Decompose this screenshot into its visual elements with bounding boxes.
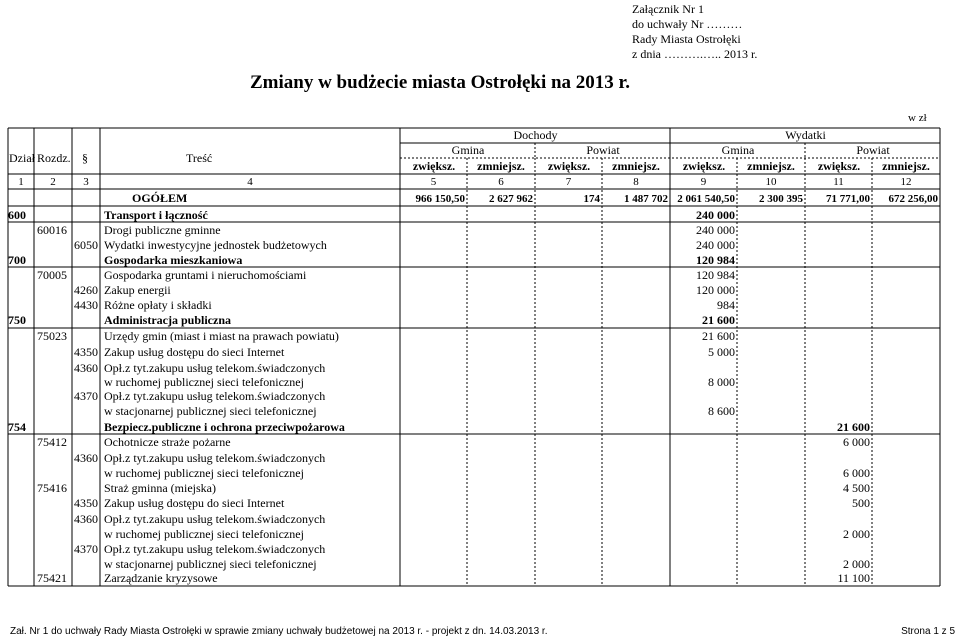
table-row-text: Zakup usług dostępu do sieci Internet (104, 345, 285, 359)
table-row-value: 5 000 (708, 345, 735, 359)
col-number: 11 (833, 176, 844, 188)
council-name: Rady Miasta Ostrołęki (632, 32, 741, 46)
table-row-value: 6 000 (843, 435, 870, 449)
table-row-text: Zakup energii (104, 283, 171, 297)
col-header-powiat-wydatki: Powiat (856, 143, 890, 157)
table-row-rozdz-code: 70005 (37, 268, 67, 282)
table-row-par-code: 4360 (74, 361, 98, 375)
col-number: 8 (633, 176, 639, 188)
table-row-text: Opł.z tyt.zakupu usług telekom.świadczonych (104, 361, 326, 375)
table-row-value: 240 000 (696, 208, 735, 222)
table-row-rozdz-code: 75421 (37, 571, 67, 585)
table-row-text: Zarządzanie kryzysowe (104, 571, 218, 585)
table-row-par-code: 4370 (74, 389, 98, 403)
table-row-par-code: 4370 (74, 542, 98, 556)
table-row-value: 500 (852, 496, 870, 510)
table-row-value: 240 000 (696, 223, 735, 237)
table-row-value: 2 000 (843, 557, 870, 571)
table-row-text: Administracja publiczna (104, 313, 232, 327)
table-row-value: 120 984 (696, 268, 735, 282)
currency-unit: w zł (908, 112, 927, 124)
col-header-rozdz: Rozdz. (37, 151, 71, 165)
table-row-text: Straż gminna (miejska) (104, 481, 216, 495)
table-row-par-code: 4360 (74, 512, 98, 526)
table-row-text: Gospodarka mieszkaniowa (104, 253, 243, 267)
table-row-dzial-code: 600 (8, 208, 26, 222)
footer-document-info: Zał. Nr 1 do uchwały Rady Miasta Ostrołęki w sprawie zmiany uchwały budżetowej na 2013 r. - projekt z dn. 14.03.2013 r. (10, 626, 548, 637)
col-header-tresc: Treść (186, 151, 213, 165)
total-value: 71 771,00 (826, 193, 870, 205)
table-row-text: Zakup usług dostępu do sieci Internet (104, 496, 285, 510)
table-row-par-code: 6050 (74, 238, 98, 252)
col-header-zw-2: zwiększ. (547, 159, 591, 173)
total-value: 2 300 395 (759, 193, 803, 205)
col-number: 2 (50, 176, 56, 188)
table-row-text: Opł.z tyt.zakupu usług telekom.świadczonych (104, 451, 326, 465)
table-row-text: Bezpiecz.publiczne i ochrona przeciwpożarowa (104, 420, 345, 434)
table-row-text: Różne opłaty i składki (104, 298, 212, 312)
total-label: OGÓŁEM (132, 191, 188, 205)
table-row-text: Opł.z tyt.zakupu usług telekom.świadczonych (104, 389, 326, 403)
col-header-dochody: Dochody (513, 128, 558, 142)
table-row-text: Transport i łączność (104, 208, 208, 222)
total-value: 966 150,50 (415, 193, 465, 205)
table-row-value: 8 000 (708, 375, 735, 389)
col-header-paragraph: § (82, 151, 88, 165)
col-number: 7 (565, 176, 572, 188)
table-row-text: Ochotnicze straże pożarne (104, 435, 231, 449)
table-row-rozdz-code: 75412 (37, 435, 67, 449)
table-row-text: w ruchomej publicznej sieci telefonicznej (104, 375, 304, 389)
total-value: 2 627 962 (489, 193, 533, 205)
total-value: 1 487 702 (624, 193, 668, 205)
table-row-value: 120 984 (696, 253, 735, 267)
col-header-zw-4: zwiększ. (817, 159, 861, 173)
table-row-par-code: 4260 (74, 283, 98, 297)
table-row-text: Drogi publiczne gminne (104, 223, 221, 237)
col-header-zw-1: zwiększ. (412, 159, 456, 173)
table-row-text: w stacjonarnej publicznej sieci telefonicznej (104, 404, 317, 418)
table-row-par-code: 4350 (74, 496, 98, 510)
table-row-par-code: 4360 (74, 451, 98, 465)
attachment-number: Załącznik Nr 1 (632, 2, 704, 16)
col-header-gmina-wydatki: Gmina (721, 143, 755, 157)
table-row-text: Gospodarka gruntami i nieruchomościami (104, 268, 307, 282)
col-header-dzial: Dział (9, 151, 35, 165)
resolution-number: do uchwały Nr ……… (632, 17, 743, 31)
total-value: 672 256,00 (888, 193, 938, 205)
table-row-value: 984 (717, 298, 735, 312)
page-title: Zmiany w budżecie miasta Ostrołęki na 2013 r. (249, 72, 630, 93)
table-row-value: 120 000 (696, 283, 735, 297)
col-header-zm-1: zmniejsz. (477, 159, 525, 173)
col-number: 4 (247, 176, 253, 188)
table-row-rozdz-code: 60016 (37, 223, 67, 237)
col-header-zm-3: zmniejsz. (747, 159, 795, 173)
table-row-dzial-code: 700 (8, 253, 26, 267)
total-value: 174 (583, 193, 600, 205)
col-header-powiat-dochody: Powiat (586, 143, 620, 157)
table-row-value: 2 000 (843, 527, 870, 541)
col-number: 6 (498, 176, 504, 188)
col-header-wydatki: Wydatki (785, 128, 826, 142)
table-row-value: 4 500 (843, 481, 870, 495)
table-row-value: 21 600 (837, 420, 870, 434)
table-row-value: 21 600 (702, 329, 735, 343)
table-row-dzial-code: 754 (8, 420, 26, 434)
table-row-text: w stacjonarnej publicznej sieci telefonicznej (104, 557, 317, 571)
table-row-rozdz-code: 75416 (37, 481, 67, 495)
table-row-rozdz-code: 75023 (37, 329, 67, 343)
table-row-par-code: 4430 (74, 298, 98, 312)
col-header-zm-2: zmniejsz. (612, 159, 660, 173)
table-row-text: Opł.z tyt.zakupu usług telekom.świadczonych (104, 512, 326, 526)
table-row-value: 240 000 (696, 238, 735, 252)
table-row-text: Opł.z tyt.zakupu usług telekom.świadczonych (104, 542, 326, 556)
table-row-text: Wydatki inwestycyjne jednostek budżetowych (104, 238, 327, 252)
col-number: 1 (18, 176, 24, 188)
col-number: 5 (430, 176, 437, 188)
col-header-zm-4: zmniejsz. (882, 159, 930, 173)
table-row-par-code: 4350 (74, 345, 98, 359)
col-number: 10 (765, 176, 777, 188)
col-header-gmina-dochody: Gmina (451, 143, 485, 157)
col-number: 9 (700, 176, 707, 188)
table-row-value: 6 000 (843, 466, 870, 480)
col-number: 3 (83, 176, 89, 188)
table-row-value: 11 100 (837, 571, 870, 585)
table-row-text: Urzędy gmin (miast i miast na prawach powiatu) (104, 329, 339, 343)
total-value: 2 061 540,50 (677, 193, 735, 205)
table-row-value: 8 600 (708, 404, 735, 418)
page-number: Strona 1 z 5 (901, 626, 955, 637)
table-row-text: w ruchomej publicznej sieci telefonicznej (104, 527, 304, 541)
page-footer (10, 626, 955, 637)
table-row-dzial-code: 750 (8, 313, 26, 327)
col-number: 12 (900, 176, 912, 188)
resolution-date: z dnia ……….….. 2013 r. (632, 47, 758, 61)
table-row-value: 21 600 (702, 313, 735, 327)
table-row-text: w ruchomej publicznej sieci telefonicznej (104, 466, 304, 480)
col-header-zw-3: zwiększ. (682, 159, 726, 173)
